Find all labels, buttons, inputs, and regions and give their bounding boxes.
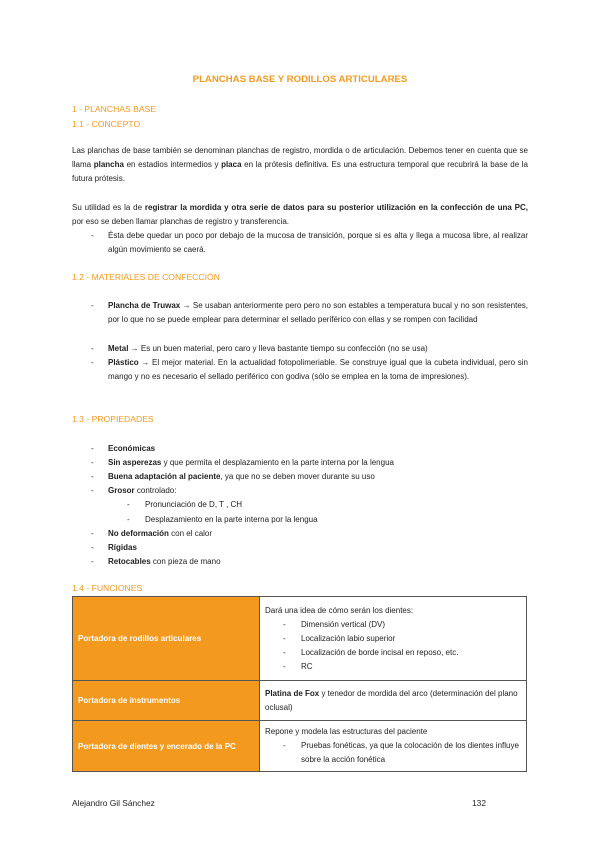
concept-paragraph-1: Las planchas de base también se denominan planchas de registro, mordida o de articulación. Debemos tener en cuenta que se llama plancha en estadios intermedios y placa en la prótesis definitiva. Es una estructura temporal que recubrirá la base de la futura prótesis. (72, 146, 528, 183)
concept-paragraph-2: Su utilidad es la de registrar la mordida y otra serie de datos para su posterior utilización en la confección de una PC, por eso se deben llamar planchas de registro y transferencia. (72, 203, 528, 226)
list-item: - Sin asperezas y que permita el desplazamiento en la parte interna por la lengua (91, 458, 394, 467)
section-1-heading: 1 - PLANCHAS BASE (72, 104, 157, 114)
function-label: Portadora de instrumentos (73, 681, 260, 721)
concept-bullet: - Ésta debe quedar un poco por debajo de la mucosa de transición, porque si es alta y llega a mucosa libre, al realizar algún movimiento se caerá. (91, 231, 528, 254)
list-item: - Localización labio superior (283, 633, 396, 643)
list-item: - No deformación con el calor (91, 529, 213, 538)
function-content: Dará una idea de cómo serán los dientes: - Dimensión vertical (DV) - Localización labio superior - Localización de borde incisal en reposo, etc. - RC (260, 597, 527, 681)
function-content: Platina de Fox y tenedor de mordida del arco (determinación del plano oclusal) (260, 681, 527, 721)
list-item: - Plancha de Truwax → Se usaban anteriormente pero pero no son estables a temperatura bucal y no son resistentes, por lo que no se puede emplear para determinar el sellado periférico con ellas y se rompen con facilidad (91, 301, 528, 324)
function-content: Repone y modela las estructuras del paciente - Pruebas fonéticas, ya que la colocación de los dientes influye sobre la acción fonética (260, 721, 527, 772)
list-item: - Pronunciación de D, T , CH (127, 500, 243, 509)
list-item: - Localización de borde incisal en reposo, etc. (283, 647, 459, 657)
function-label: Portadora de rodillos articulares (73, 597, 260, 681)
section-1-2-heading: 1.2 - MATERIALES DE CONFECCIÓN (72, 272, 220, 282)
table-row (73, 597, 527, 681)
list-item: - Económicas (91, 444, 156, 453)
document-title: PLANCHAS BASE Y RODILLOS ARTICULARES (192, 74, 408, 85)
list-item: - Metal → Es un buen material, pero caro y lleva bastante tiempo su confección (no se usa) (91, 344, 428, 353)
list-item: - Retocables con pieza de mano (91, 557, 221, 566)
page-number: 132 (472, 798, 486, 808)
list-item: - Rígidas (91, 543, 137, 552)
list-item: - Pruebas fonéticas, ya que la colocación de los dientes influye sobre la acción fonética (283, 741, 519, 764)
section-1-1-heading: 1.1 - CONCEPTO (72, 119, 141, 129)
list-item: - Plástico → El mejor material. En la actualidad fotopolimeriable. Se construye igual que la cubeta individual, pero sin mango y no es necesario el sellado periférico con godiva (sólo se emplea en la toma de impresiones). (91, 358, 528, 381)
table-row (73, 681, 527, 721)
list-item: - Grosor controlado: (91, 486, 177, 495)
section-1-3-heading: 1.3 - PROPIEDADES (72, 414, 154, 424)
list-item: - Buena adaptación al paciente, ya que no se deben mover durante su uso (91, 472, 375, 481)
section-1-4-heading: 1.4 - FUNCIONES (72, 583, 143, 593)
footer-author: Alejandro Gil Sánchez (72, 798, 155, 808)
list-item: - RC (283, 661, 313, 671)
functions-table (72, 596, 527, 772)
list-item: - Desplazamiento en la parte interna por la lengua (127, 515, 318, 524)
table-row (73, 721, 527, 772)
list-item: - Dimensión vertical (DV) (283, 619, 386, 629)
function-label: Portadora de dientes y encerado de la PC (73, 721, 260, 772)
